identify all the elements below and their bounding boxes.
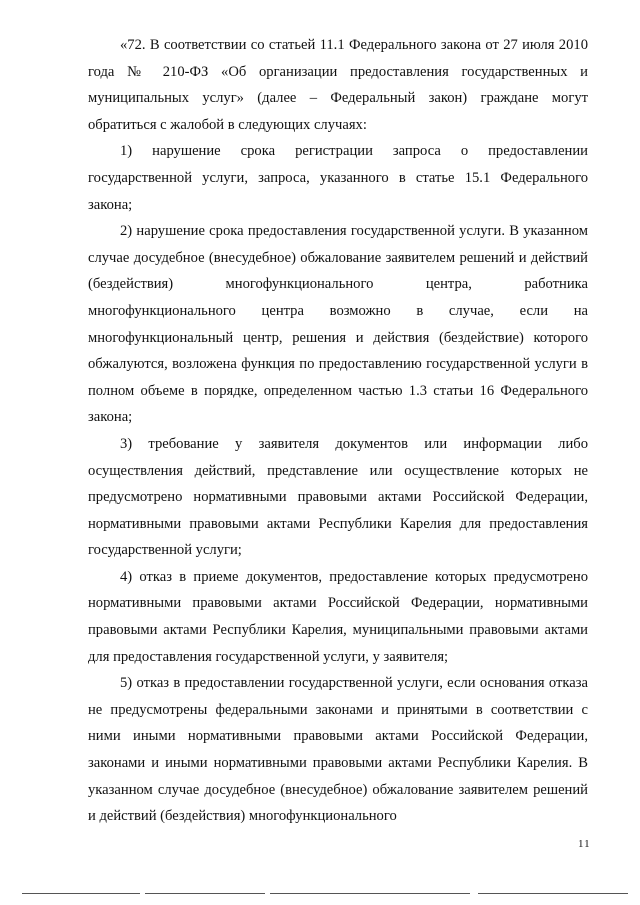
scan-edge-line [270, 893, 470, 894]
scan-edge-line [22, 893, 140, 894]
paragraph-item-1: 1) нарушение срока регистрации запроса о предоставлении государственной услуги, запроса, указанного в статье 15.1 Федерального закона; [88, 143, 588, 213]
paragraph-item-2: 2) нарушение срока предоставления государственной услуги. В указанном случае досудебное (внесудебное) обжалование заявителем решений и действий (бездействия) многофункционального центра, работника многофункционального центра возможно в случае, если на многофункциональный центр, решения и действия (бездействие) которого обжалуются, возложена функция по предоставлению государственной услуги в полном объеме в порядке, определенном частью 1.3 статьи 16 Федерального закона; [88, 223, 588, 426]
page-number: 11 [578, 838, 591, 850]
paragraph-item-3: 3) требование у заявителя документов или информации либо осуществления действий, представление или осуществление которых не предусмотрено нормативными правовыми актами Российской Федерации, нормативными правовыми актами Республики Карелия для предоставления государственной услуги; [88, 435, 588, 559]
scan-edge-line [478, 893, 628, 894]
paragraph-item-5: 5) отказ в предоставлении государственной услуги, если основания отказа не предусмотрены федеральными законами и принятыми в соответствии с ними иными нормативными правовыми актами Российской Федерации, законами и иными нормативными правовыми актами Республики Карелия. В указанном случае досудебное (внесудебное) обжалование заявителем решений и действий (бездействия) многофункционального [88, 675, 588, 825]
scan-edge-line [145, 893, 265, 894]
paragraph-72-intro: «72. В соответствии со статьей 11.1 Федерального закона от 27 июля 2010 года № 210-ФЗ «Об организации предоставления государственных и муниципальных услуг» (далее – Федеральный закон) граждане могут обратиться с жалобой в следующих случаях: [88, 37, 588, 133]
document-page [88, 32, 588, 830]
paragraph-item-4: 4) отказ в приеме документов, предоставление которых предусмотрено нормативными правовыми актами Российской Федерации, нормативными правовыми актами Республики Карелия, муниципальными правовыми актами для предоставления государственной услуги, у заявителя; [88, 568, 588, 665]
